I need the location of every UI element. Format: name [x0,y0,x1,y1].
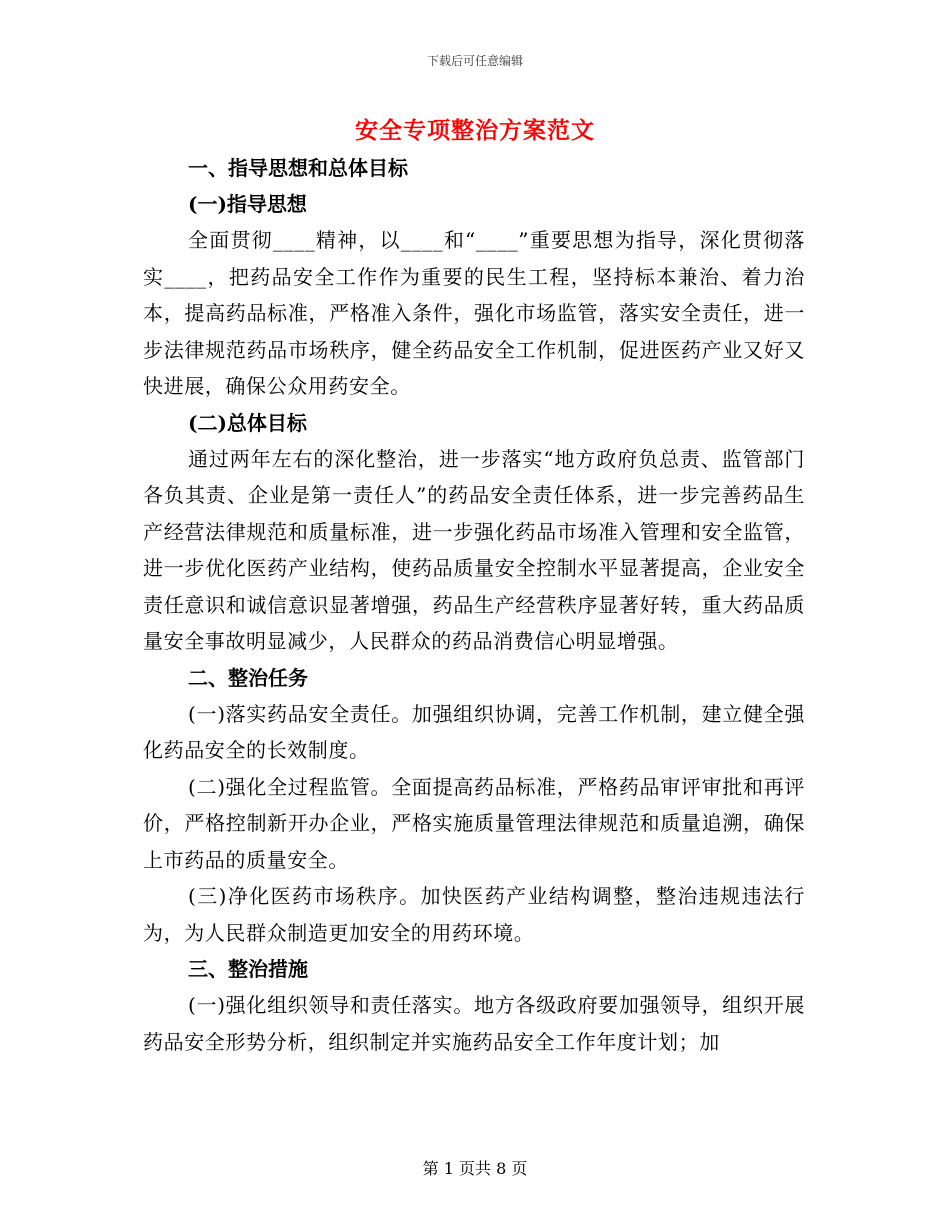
page-footer: 第 1 页共 8 页 [422,1159,528,1178]
paragraph-measure-1: (一)强化组织领导和责任落实。地方各级政府要加强领导，组织开展药品安全形势分析，组织制定并实施药品安全工作年度计划；加 [143,993,805,1054]
paragraph-guiding-thought: 全面贯彻____精神，以____和“____”重要思想为指导，深化贯彻落实____，把药品安全工作作为重要的民生工程，坚持标本兼治、着力治本，提高药品标准，严格准入条件，强化市场监管，落实安全责任，进一步法律规范药品市场秩序，健全药品安全工作机制，促进医药产业又好又快进展，确保公众用药安全。 [143,228,805,398]
paragraph-task-3: (三)净化医药市场秩序。加快医药产业结构调整，整治违规违法行为，为人民群众制造更加安全的用药环境。 [143,884,805,945]
document-body [143,150,805,1060]
section-heading-1: 一、指导思想和总体目标 [188,156,408,180]
paragraph-task-2: (二)强化全过程监管。全面提高药品标准，严格药品审评审批和再评价，严格控制新开办企业，严格实施质量管理法律规范和质量追溯，确保上市药品的质量安全。 [143,774,805,872]
header-note: 下载后可任意编辑 [426,54,523,68]
subsection-heading-overall-goal: (二)总体目标 [188,410,307,435]
subsection-heading-guiding-thought: (一)指导思想 [188,192,307,216]
paragraph-task-1: (一)落实药品安全责任。加强组织协调，完善工作机制，建立健全强化药品安全的长效制度。 [143,701,805,762]
section-heading-2: 二、整治任务 [188,665,308,690]
paragraph-overall-goal: 通过两年左右的深化整治，进一步落实“地方政府负总责、监管部门各负其责、企业是第一责任人”的药品安全责任体系，进一步完善药品生产经营法律规范和质量标准，进一步强化药品市场准入管理和安全监管，进一步优化医药产业结构，使药品质量安全控制水平显著提高，企业安全责任意识和诚信意识显著增强，药品生产经营秩序显著好转，重大药品质量安全事故明显减少，人民群众的药品消费信心明显增强。 [143,446,805,653]
section-heading-3: 三、整治措施 [188,957,308,981]
document-title: 安全专项整治方案范文 [355,117,595,144]
